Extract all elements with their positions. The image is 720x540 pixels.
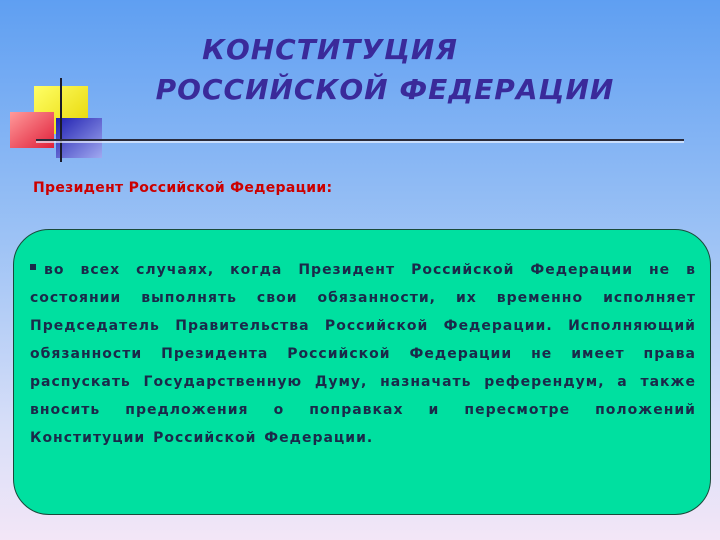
blue-square — [56, 118, 102, 158]
content-paragraph-text: во всех случаях, когда Президент Российской Федерации не в состоянии выполнять свои обязанности, их временно исполняет Председатель Правительства Российской Федерации. Исполняющий обязанности Президента Российской Федерации не имеет права распускать Государственную Думу, назначать референдум, а также вносить предложения о поправках и пересмотре положений Конституции Российской Федерации. — [30, 262, 696, 446]
bullet-icon — [30, 264, 36, 270]
slide-title-line-2: РОССИЙСКОЙ ФЕДЕРАЦИИ — [155, 73, 615, 106]
content-paragraph — [30, 256, 696, 452]
slide-title-line-1: КОНСТИТУЦИЯ — [202, 33, 458, 66]
section-subtitle: Президент Российской Федерации: — [33, 180, 333, 196]
slide-title — [0, 30, 720, 110]
horizontal-divider-highlight — [36, 141, 684, 143]
